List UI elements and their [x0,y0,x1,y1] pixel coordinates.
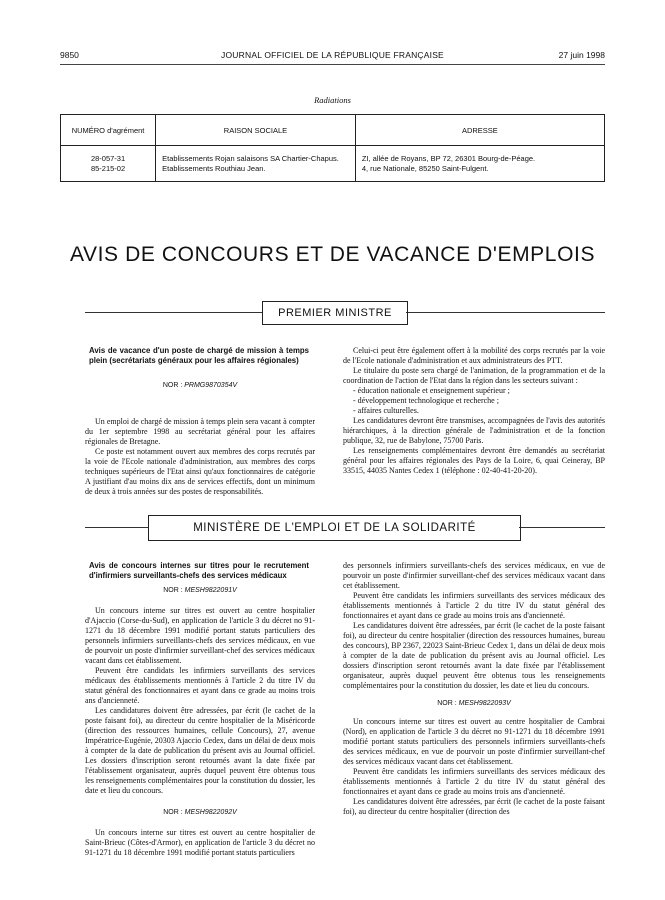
header-rule [60,64,605,65]
nor-label: NOR : [163,809,183,816]
section-rule-right [406,312,605,313]
paragraph: Un concours interne sur titres est ouvert au centre hospitalier de Cambrai (Nord), en application de l'article 3 du décret no 91-1271 du 18 décembre 1991 modifié portant statuts particuliers des personnels infirmiers surveillants-chefs des services médicaux, en vue de pourvoir un poste d'infirmier surveillant-chef des services médicaux vacant dans cet établissement. [343,717,605,766]
company-address: 4, rue Nationale, 85250 Saint-Fulgent. [361,164,489,173]
paragraph: Les candidatures devront être transmises, accompagnées de l'avis des autorités hiérarchiques, à la direction générale de l'administration et de la fonction publique, 32, rue de Babylone, 75700 Paris. [343,416,605,445]
approval-number: 28-057-31 [90,154,126,163]
article-title: Avis de vacance d'un poste de chargé de mission à temps plein (secrétariats généraux pour les affaires régionales) [89,346,309,365]
paragraph: Peuvent être candidats les infirmiers surveillants des services médicaux des établissements mentionnés à l'article 2 du titre IV du statut général des fonctionnaires et ayant dans ce grade au moins trois ans d'ancienneté. [85,666,315,705]
section-heading-box [262,301,408,325]
paragraph: Peuvent être candidats les infirmiers surveillants des services médicaux des établissements mentionnés à l'article 2 du titre IV du statut général des fonctionnaires et ayant dans ce grade au moins trois ans d'ancienneté. [343,591,605,620]
table-row [61,146,605,182]
section-heading: PREMIER MINISTRE [278,307,392,319]
address-cell [355,146,604,182]
nor-code: MESH9822092V [184,809,237,816]
paragraph: Les renseignements complémentaires devront être demandés au secrétariat général pour les affaires régionales des Pays de la Loire, 6, quai Ceineray, BP 33515, 44035 Nantes Cedex 1 (téléphone : 02-40-41-20-20). [343,446,605,475]
paragraph: Le titulaire du poste sera chargé de l'animation, de la programmation et de la coordination de l'action de l'Etat dans la région dans les secteurs suivant : [343,366,605,385]
nor-reference [343,699,605,709]
section-rule-left [85,527,148,528]
column-right [343,346,605,476]
nor-code: PRMG9870354V [184,382,238,389]
radiations-table [60,114,605,182]
journal-title: JOURNAL OFFICIEL DE LA RÉPUBLIQUE FRANÇAISE [221,50,444,60]
list-item: - affaires culturelles. [353,406,419,415]
company-address: ZI, allée de Royans, BP 72, 26301 Bourg-de-Péage. [361,154,536,163]
column-left [85,346,315,497]
column-right [343,561,605,817]
list-item: - développement technologique et recherche ; [353,396,499,405]
paragraph: Celui-ci peut être également offert à la mobilité des corps recrutés par la voie de l'Ecole nationale d'administration et aux administrateurs des PTT. [343,346,605,365]
paragraph: Ce poste est notamment ouvert aux membres des corps recrutés par la voie de l'Ecole nationale d'administration, aux membres des corps techniques supérieurs de l'Etat ainsi qu'aux fonctionnaires de catégorie A justifiant d'au moins dix ans de services effectifs, dont un minimum de deux à trois années sur des postes de responsabilités. [85,447,315,496]
paragraph: Un concours interne sur titres est ouvert au centre hospitalier d'Ajaccio (Corse-du-Sud), en application de l'article 3 du décret no 91-1271 du 18 décembre 1991 modifié portant statuts particuliers des personnels infirmiers surveillants-chefs des services médicaux, en vue de pourvoir un poste d'infirmier surveillant-chef des services médicaux vacant dans cet établissement. [85,606,315,665]
number-cell [61,146,156,182]
section-heading-box [148,515,521,541]
nor-reference [85,808,315,818]
article-title: Avis de concours internes sur titres pour le recrutement d'infirmiers surveillants-chefs des services médicaux [89,561,309,580]
nor-code: MESH9822091V [184,587,237,594]
nor-reference [85,586,315,596]
paragraph: Peuvent être candidats les infirmiers surveillants des services médicaux des établissements mentionnés à l'article 2 du titre IV du statut général des fonctionnaires et ayant dans ce grade au moins trois ans d'ancienneté. [343,767,605,796]
column-left [85,561,315,858]
approval-number: 85-215-02 [90,164,126,173]
section-heading: MINISTÈRE DE L'EMPLOI ET DE LA SOLIDARITÉ [193,522,476,534]
company-name: Etablissements Routhiau Jean. [162,164,266,173]
nor-label: NOR : [162,382,183,389]
page-number: 9850 [60,50,79,60]
column-header-number: NUMÉRO d'agrément [61,115,156,146]
issue-date: 27 juin 1998 [558,50,605,60]
nor-label: NOR : [437,700,457,707]
paragraph: Les candidatures doivent être adressées, par écrit (le cachet de la poste faisant foi), au directeur du centre hospitalier (direction des [343,797,605,816]
section-rule-left [85,312,262,313]
column-header-address: ADRESSE [355,115,604,146]
column-header-company: RAISON SOCIALE [156,115,356,146]
paragraph: Les candidatures doivent être adressées, par écrit (le cachet de la poste faisant foi), au directeur du centre hospitalier de la Miséricorde (direction des ressources humaines, cellule Concours), 27, avenue Impératrice-Eugénie, 20303 Ajaccio Cedex, dans un délai de deux mois à compter de la date de publication du présent avis au Journal officiel. Les dossiers d'inscription seront retournés avant la date fixée par l'établissement organisateur, auprès duquel peuvent être obtenus tous les renseignements complémentaires pour la constitution du dossier, les date et lieu du concours. [85,706,315,795]
section-rule-right [519,527,605,528]
paragraph: Un concours interne sur titres est ouvert au centre hospitalier de Saint-Brieuc (Côtes-d'Armor), en application de l'article 3 du décret no 91-1271 du 18 décembre 1991 modifié portant statuts particuliers [85,828,315,857]
paragraph: Les candidatures doivent être adressées, par écrit (le cachet de la poste faisant foi), au directeur du centre hospitalier (direction des ressources humaines, bureau des concours), BP 2367, 22023 Saint-Brieuc Cedex 1, dans un délai de deux mois à compter de la date de publication du présent avis au Journal officiel. Les dossiers d'inscription seront retournés avant la date fixée par l'établissement organisateur, auprès duquel peuvent être obtenus tous les renseignements complémentaires pour la constitution du dossier, les date et lieu du concours. [343,621,605,690]
company-cell [156,146,356,182]
nor-reference [85,381,315,391]
nor-code: MESH9822093V [458,700,511,707]
list-item: - éducation nationale et enseignement supérieur ; [353,386,510,395]
paragraph: des personnels infirmiers surveillants-chefs des services médicaux, en vue de pourvoir un poste d'infirmier surveillant-chef des services médicaux vacant dans cet établissement. [343,561,605,590]
paragraph: Un emploi de chargé de mission à temps plein sera vacant à compter du 1er septembre 1998 au secrétariat général pour les affaires régionales de Bretagne. [85,417,315,446]
main-title: AVIS DE CONCOURS ET DE VACANCE D'EMPLOIS [69,243,596,266]
company-name: Etablissements Rojan salaisons SA Chartier-Chapus. [162,154,339,163]
radiations-title: Radiations [314,95,351,105]
nor-label: NOR : [163,587,183,594]
